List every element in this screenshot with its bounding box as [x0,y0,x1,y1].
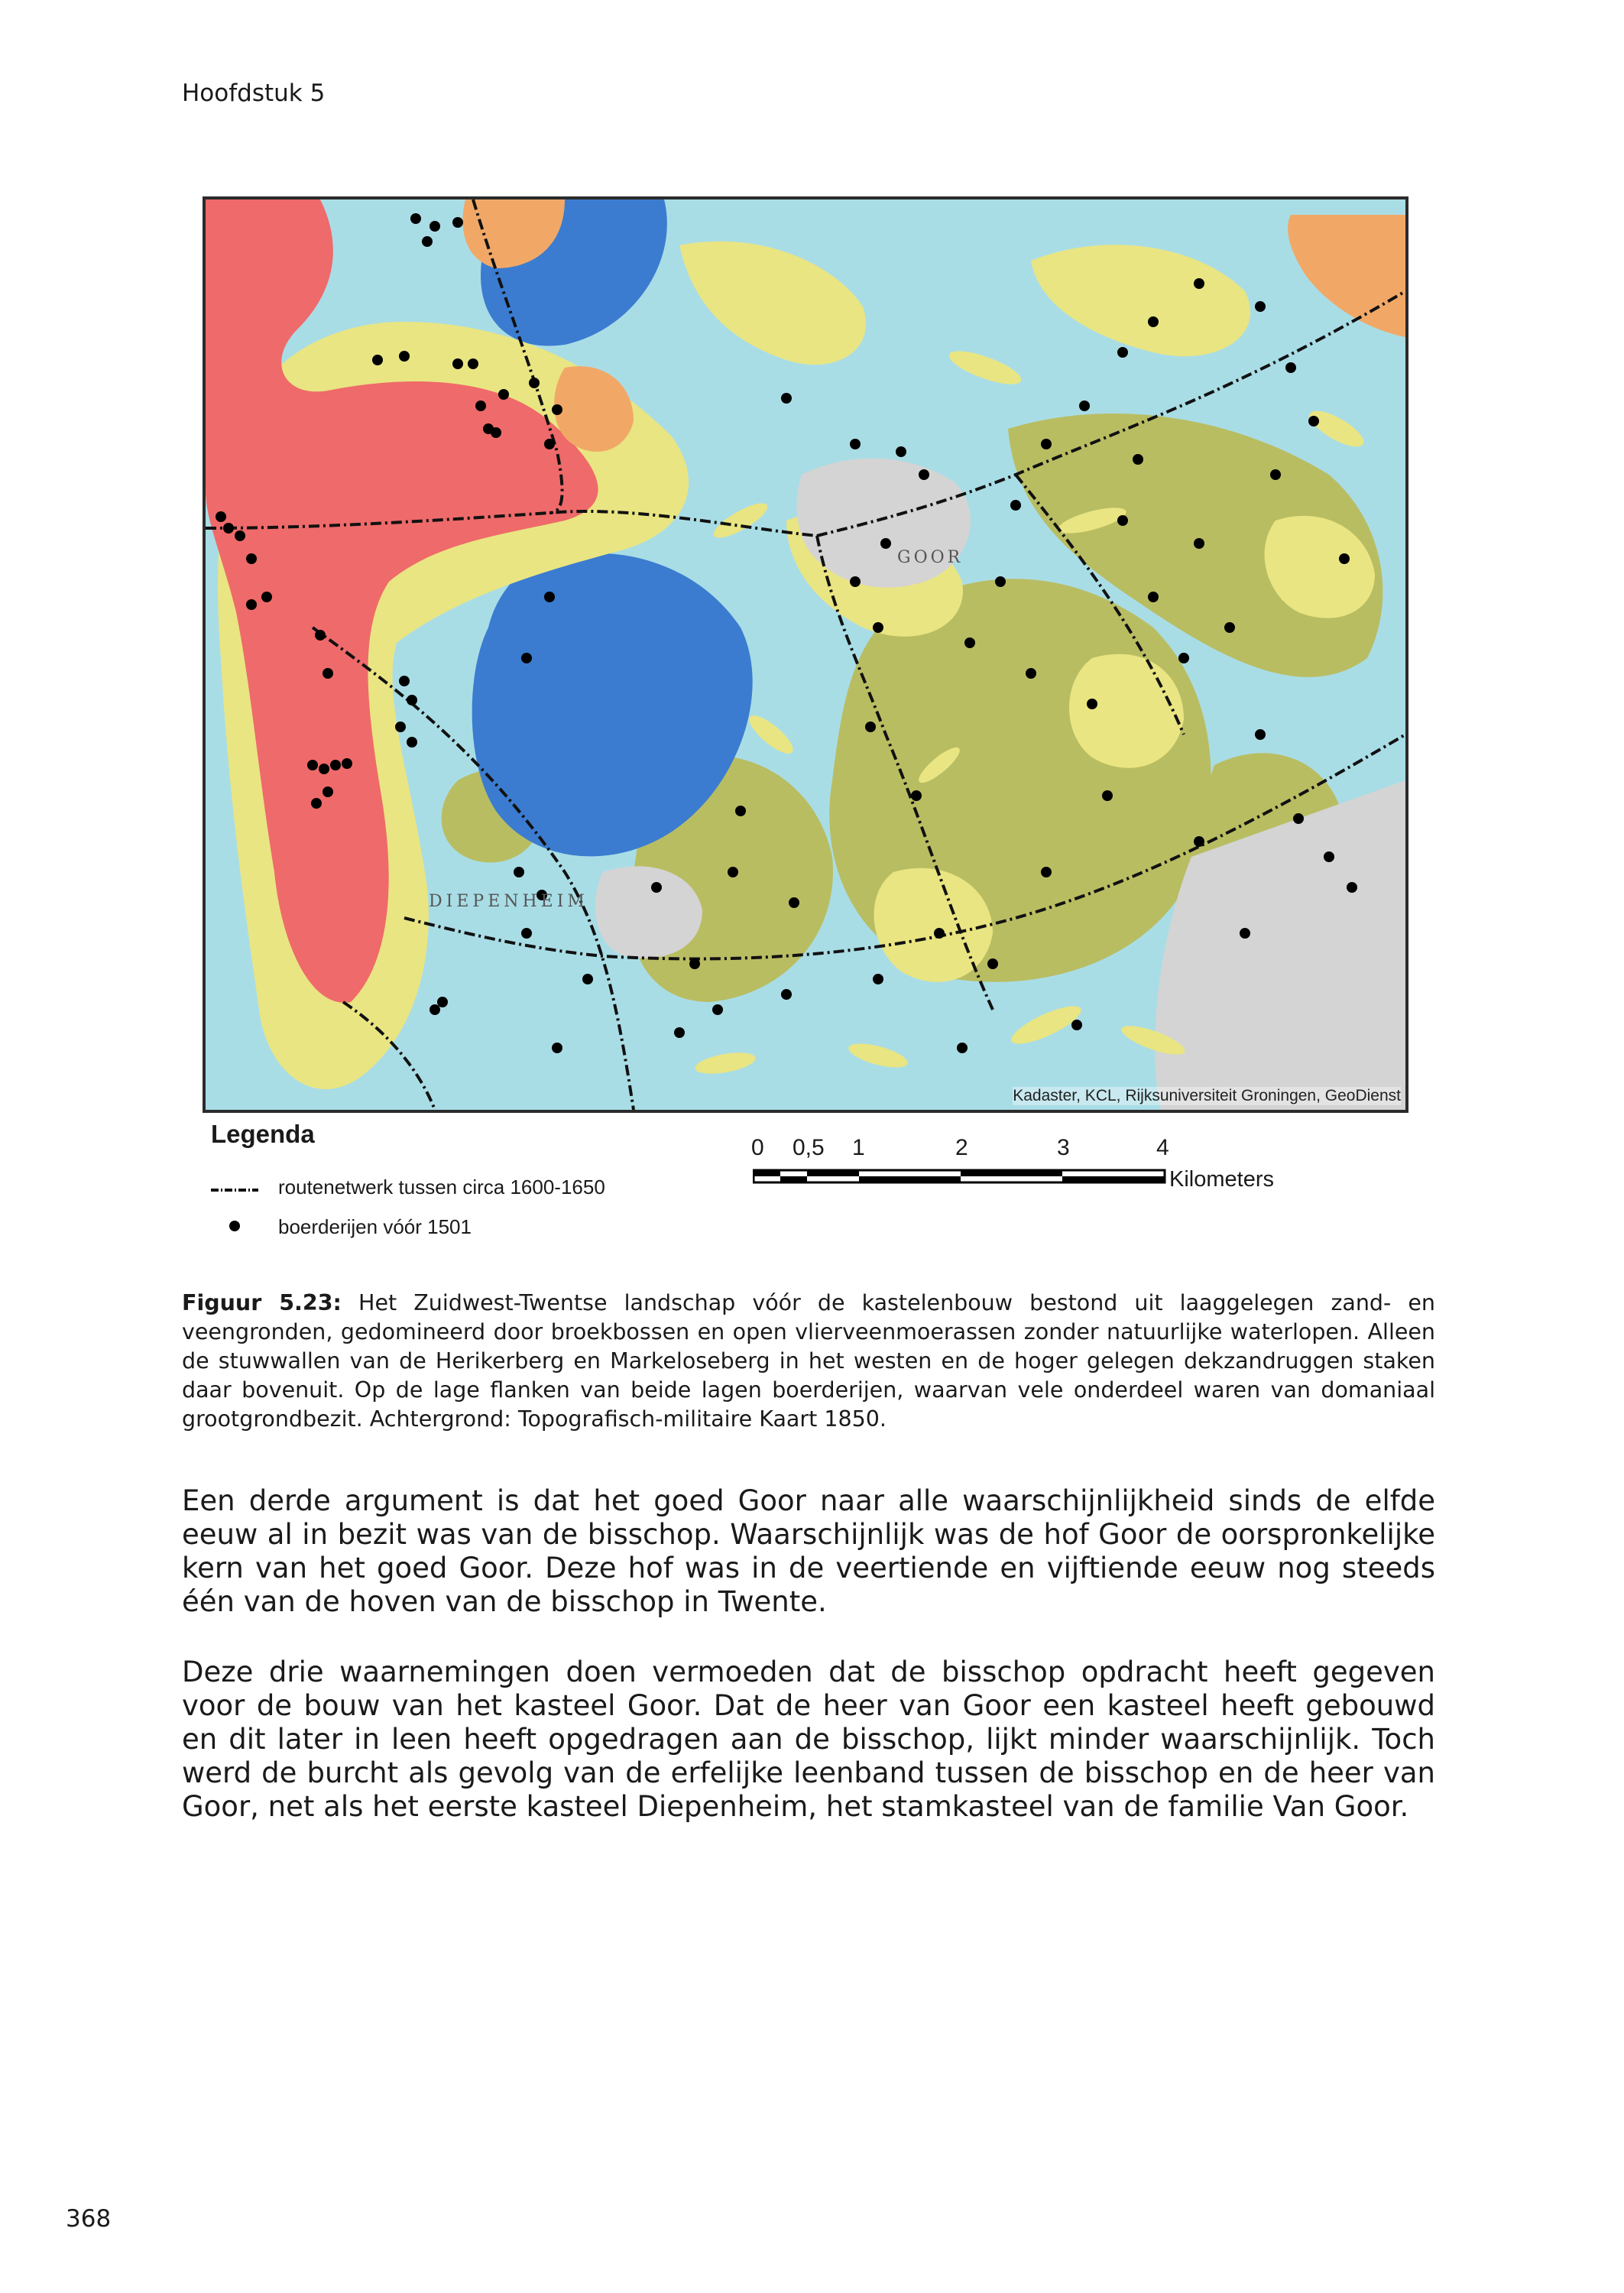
scale-tick: 1 [852,1135,865,1160]
caption-text: Het Zuidwest-Twentse landschap vóór de kastelenbouw bestond uit laaggelegen zand- en veengronden, gedomineerd door broekbossen en open vlierveenmoerassen zonder natuurlijke waterlopen. Alleen de stuwwallen van de Herikerberg en Markeloseberg in het westen en de hoger gelegen dekzandruggen staken daar bovenuit. Op de lage flanken van beide lagen boerderijen, waarvan vele onderdeel waren van domaniaal grootgrondbezit. Achtergrond: Topografisch-militaire Kaart 1850. [182,1290,1435,1432]
scale-tick: 2 [955,1135,968,1160]
caption-label: Figuur 5.23: [182,1290,342,1315]
scale-unit: Kilometers [1169,1167,1274,1192]
route-line-icon [211,1176,258,1199]
legend-title: Legenda [211,1120,315,1148]
scale-tick: 0 [751,1135,764,1160]
legend-route-label: routenetwerk tussen circa 1600-1650 [278,1176,605,1198]
scale-tick: 0,5 [793,1135,825,1160]
running-head: Hoofdstuk 5 [182,79,326,107]
soil-map [206,199,1405,1110]
farm-dot-icon [211,1215,258,1239]
scale-bar-graphic [753,1169,1169,1187]
soil-map-figure [203,196,1408,1113]
legend-route-row [211,1176,605,1199]
body-paragraph-2: Deze drie waarnemingen doen vermoeden dat de bisschop opdracht heeft gegeven voor de bouw van het kasteel Goor. Dat de heer van Goor een kasteel heeft gebouwd en dit later in leen heeft opgedragen aan de bisschop, lijkt minder waarschijnlijk. Toch werd de burcht als gevolg van de erfelijke leenband tussen de bisschop en de heer van Goor, net als het eerste kasteel Diepenheim, het stamkasteel van de familie Van Goor. [182,1656,1435,1823]
figure-caption [182,1289,1435,1434]
goor-label: GOOR [897,548,964,567]
scale-tick: 3 [1057,1135,1070,1160]
scale-tick: 4 [1156,1135,1169,1160]
page-number: 368 [66,2205,112,2233]
diepenheim-label: DIEPENHEIM [429,892,588,911]
map-credit: Kadaster, KCL, Rijksuniversiteit Groningen, GeoDienst [1013,1087,1401,1104]
legend-farm-row [211,1215,472,1239]
body-paragraph-1: Een derde argument is dat het goed Goor naar alle waarschijnlijkheid sinds de elfde eeuw al in bezit was van de bisschop. Waarschijnlijk was de hof Goor de oorspronkelijke kern van het goed Goor. Deze hof was in de veertiende en vijftiende eeuw nog steeds één van de hoven van de bisschop in Twente. [182,1484,1435,1618]
scale-bar [753,1135,1303,1204]
legend-farm-label: boerderijen vóór 1501 [278,1215,472,1238]
